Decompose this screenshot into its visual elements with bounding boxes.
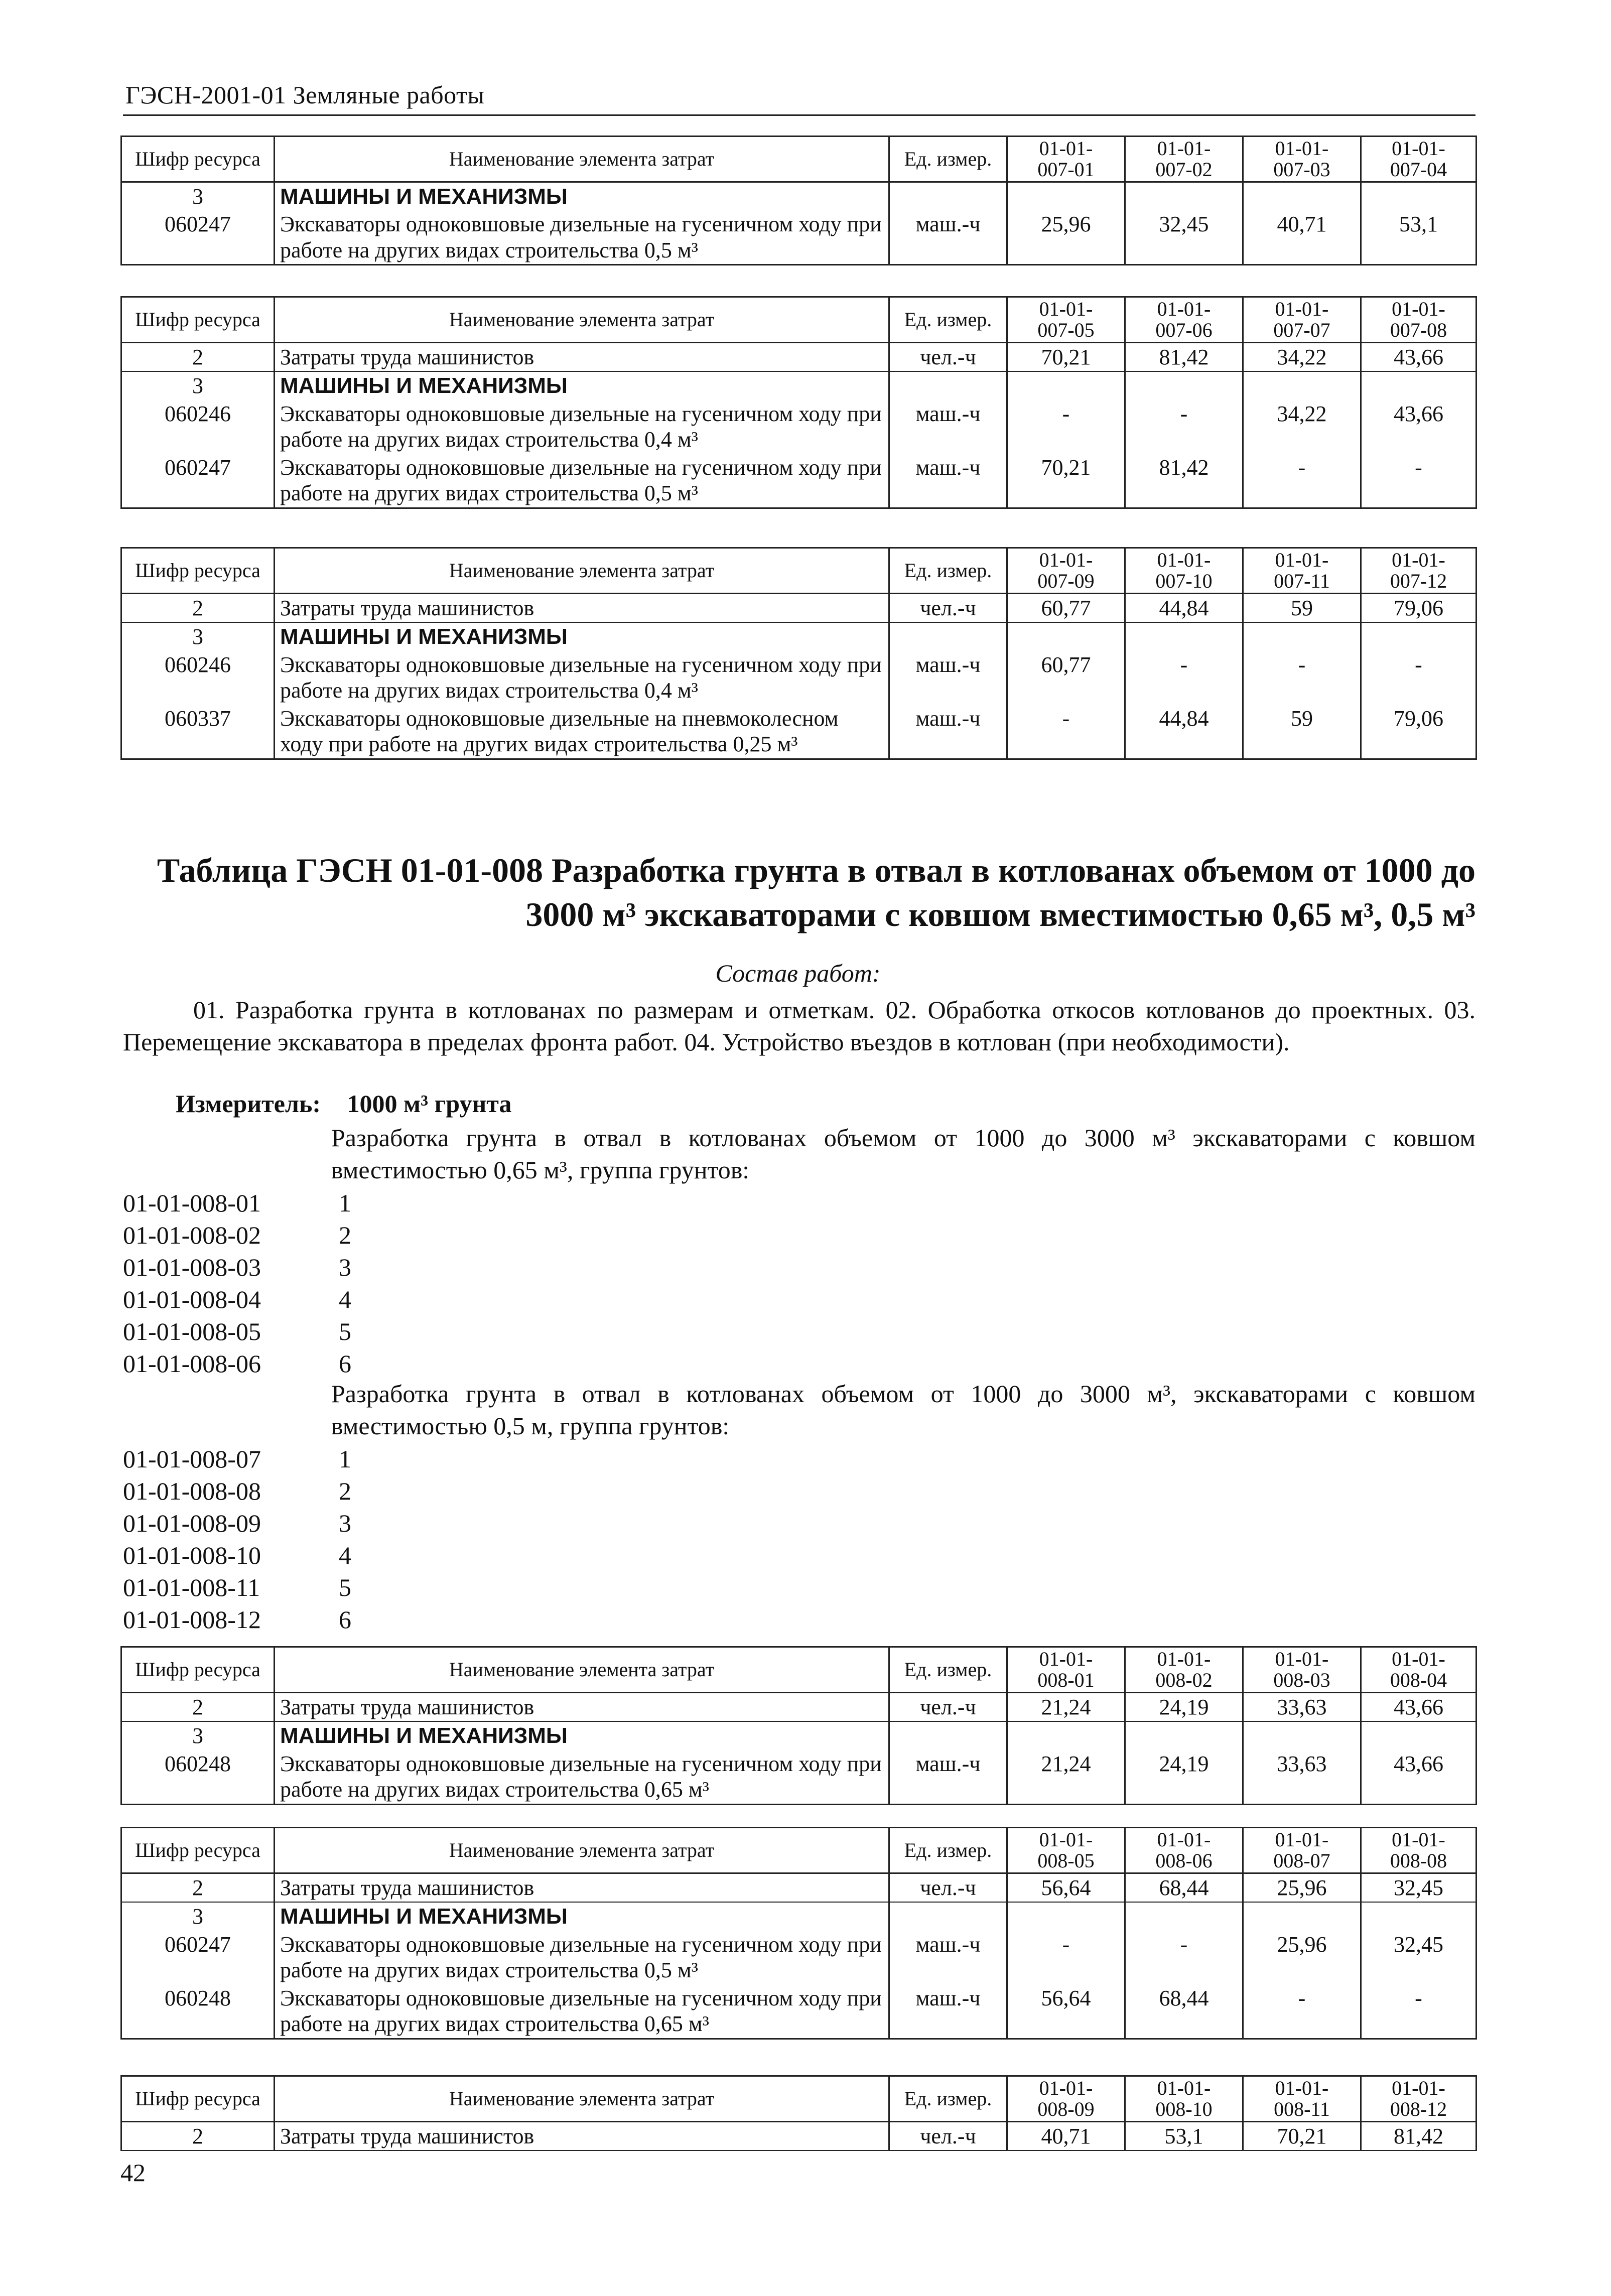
unit: чел.-ч bbox=[889, 1873, 1007, 1903]
norm-code: 01-01-008-05 bbox=[123, 1317, 261, 1345]
norm-value: 68,44 bbox=[1125, 1984, 1243, 2039]
norm-code: 01-01-008-08 bbox=[123, 1477, 261, 1505]
norm-value: 34,22 bbox=[1243, 400, 1361, 454]
norm-value: 21,24 bbox=[1007, 1693, 1125, 1722]
norm-code: 01-01-008-04 bbox=[123, 1285, 261, 1313]
norm-value: 24,19 bbox=[1125, 1750, 1243, 1804]
norm-value: 81,42 bbox=[1125, 343, 1243, 372]
column-header-norm-code: 01-01- 007-01 bbox=[1007, 137, 1125, 182]
norm-code-row bbox=[123, 1443, 351, 1475]
norm-value: - bbox=[1243, 454, 1361, 508]
soil-group-number: 2 bbox=[339, 1477, 351, 1505]
resource-code: 3 bbox=[121, 1902, 275, 1930]
column-header-norm-code: 01-01- 007-09 bbox=[1007, 548, 1125, 594]
cost-element-name: Экскаваторы одноковшовые дизельные на гусеничном ходу при работе на других видах строительства 0,5 м³ bbox=[275, 454, 889, 508]
norm-value bbox=[1125, 622, 1243, 650]
norm-value bbox=[1125, 1721, 1243, 1749]
unit: чел.-ч bbox=[889, 1693, 1007, 1722]
norm-value: 79,06 bbox=[1361, 705, 1476, 759]
measure-label: Измеритель: bbox=[176, 1090, 321, 1118]
column-header-norm-code: 01-01- 007-12 bbox=[1361, 548, 1476, 594]
norm-value bbox=[1361, 1902, 1476, 1930]
group-description: Разработка грунта в отвал в котлованах объемом от 1000 до 3000 м³, экскаваторами с ковшом вместимостью 0,5 м, группа грунтов: bbox=[331, 1380, 1475, 1440]
resource-code: 060248 bbox=[121, 1984, 275, 2039]
measure-value: 1000 м³ грунта bbox=[347, 1090, 512, 1118]
norm-value bbox=[1007, 1721, 1125, 1749]
resource-code: 2 bbox=[121, 1693, 275, 1722]
norm-value bbox=[1361, 1721, 1476, 1749]
table-row bbox=[121, 1931, 1476, 1984]
column-header-norm-code: 01-01- 007-02 bbox=[1125, 137, 1243, 182]
unit: маш.-ч bbox=[889, 400, 1007, 454]
norm-code-row bbox=[123, 1283, 351, 1315]
norm-value: 70,21 bbox=[1243, 2122, 1361, 2151]
soil-group-number: 6 bbox=[339, 1349, 351, 1378]
table-header-row bbox=[121, 137, 1476, 182]
column-header-resource-code: Шифр ресурса bbox=[121, 548, 275, 594]
resource-code: 060247 bbox=[121, 454, 275, 508]
column-header-resource-code: Шифр ресурса bbox=[121, 137, 275, 182]
norm-value: 32,45 bbox=[1125, 210, 1243, 264]
norm-value bbox=[1125, 371, 1243, 399]
column-header-unit: Ед. измер. bbox=[889, 297, 1007, 343]
norm-value bbox=[1243, 1902, 1361, 1930]
norm-value: - bbox=[1125, 651, 1243, 705]
norm-value: 81,42 bbox=[1361, 2122, 1476, 2151]
norm-value: 25,96 bbox=[1243, 1873, 1361, 1903]
norm-value: - bbox=[1361, 651, 1476, 705]
norm-value: 43,66 bbox=[1361, 400, 1476, 454]
norm-value: 81,42 bbox=[1125, 454, 1243, 508]
column-header-norm-code: 01-01- 008-02 bbox=[1125, 1647, 1243, 1693]
norm-code-row bbox=[123, 1507, 351, 1539]
norm-value: 60,77 bbox=[1007, 651, 1125, 705]
norm-value bbox=[1243, 1721, 1361, 1749]
table-header-row bbox=[121, 297, 1476, 343]
table-header-row bbox=[121, 2076, 1476, 2122]
resource-code: 3 bbox=[121, 182, 275, 211]
column-header-norm-code: 01-01- 008-12 bbox=[1361, 2076, 1476, 2122]
resource-code: 060246 bbox=[121, 651, 275, 705]
table-row bbox=[121, 1984, 1476, 2039]
column-header-unit: Ед. измер. bbox=[889, 137, 1007, 182]
cost-element-name: МАШИНЫ И МЕХАНИЗМЫ bbox=[275, 182, 889, 211]
column-header-cost-element: Наименование элемента затрат bbox=[275, 1647, 889, 1693]
labor-row bbox=[121, 1873, 1476, 1903]
norm-value: 32,45 bbox=[1361, 1873, 1476, 1903]
running-header: ГЭСН-2001-01 Земляные работы bbox=[125, 81, 485, 109]
table-row bbox=[121, 705, 1476, 759]
norm-value: 33,63 bbox=[1243, 1693, 1361, 1722]
norm-value: 70,21 bbox=[1007, 454, 1125, 508]
soil-group-number: 3 bbox=[339, 1253, 351, 1281]
soil-group-number: 1 bbox=[339, 1189, 351, 1217]
norm-value: 21,24 bbox=[1007, 1750, 1125, 1804]
norm-value: 56,64 bbox=[1007, 1873, 1125, 1903]
norm-code: 01-01-008-09 bbox=[123, 1509, 261, 1537]
norm-value bbox=[1361, 371, 1476, 399]
norm-value: 56,64 bbox=[1007, 1984, 1125, 2039]
column-header-norm-code: 01-01- 007-06 bbox=[1125, 297, 1243, 343]
soil-group-number: 4 bbox=[339, 1285, 351, 1313]
cost-element-name: Затраты труда машинистов bbox=[275, 2122, 889, 2151]
unit: маш.-ч bbox=[889, 651, 1007, 705]
norm-value: - bbox=[1007, 705, 1125, 759]
norm-value: - bbox=[1007, 1931, 1125, 1984]
section-row bbox=[121, 622, 1476, 650]
norm-code-row bbox=[123, 1219, 351, 1251]
norm-code-row bbox=[123, 1315, 351, 1347]
resource-table bbox=[120, 136, 1477, 265]
column-header-cost-element: Наименование элемента затрат bbox=[275, 297, 889, 343]
table-row bbox=[121, 1750, 1476, 1804]
norm-value bbox=[1361, 182, 1476, 211]
norm-value: 33,63 bbox=[1243, 1750, 1361, 1804]
labor-row bbox=[121, 2122, 1476, 2151]
cost-element-name: МАШИНЫ И МЕХАНИЗМЫ bbox=[275, 1902, 889, 1930]
cost-element-name: Затраты труда машинистов bbox=[275, 1693, 889, 1722]
norm-value: 43,66 bbox=[1361, 1750, 1476, 1804]
norm-value: - bbox=[1125, 1931, 1243, 1984]
soil-group-number: 6 bbox=[339, 1605, 351, 1634]
norm-code-row bbox=[123, 1571, 351, 1603]
norm-value: 25,96 bbox=[1007, 210, 1125, 264]
cost-element-name: Экскаваторы одноковшовые дизельные на гусеничном ходу при работе на других видах строительства 0,4 м³ bbox=[275, 400, 889, 454]
norm-value: 59 bbox=[1243, 705, 1361, 759]
column-header-resource-code: Шифр ресурса bbox=[121, 297, 275, 343]
unit: чел.-ч bbox=[889, 2122, 1007, 2151]
norm-code-row bbox=[123, 1539, 351, 1571]
norm-value: 24,19 bbox=[1125, 1693, 1243, 1722]
column-header-norm-code: 01-01- 008-06 bbox=[1125, 1828, 1243, 1873]
resource-table bbox=[120, 547, 1477, 760]
unit: чел.-ч bbox=[889, 343, 1007, 372]
resource-table bbox=[120, 1827, 1477, 2040]
cost-element-name: МАШИНЫ И МЕХАНИЗМЫ bbox=[275, 622, 889, 650]
column-header-norm-code: 01-01- 008-01 bbox=[1007, 1647, 1125, 1693]
column-header-norm-code: 01-01- 007-11 bbox=[1243, 548, 1361, 594]
table-row bbox=[121, 210, 1476, 264]
unit bbox=[889, 1721, 1007, 1749]
resource-code: 060248 bbox=[121, 1750, 275, 1804]
soil-group-number: 2 bbox=[339, 1221, 351, 1249]
labor-row bbox=[121, 594, 1476, 623]
norm-code-row bbox=[123, 1251, 351, 1283]
table-header-row bbox=[121, 548, 1476, 594]
resource-code: 060247 bbox=[121, 1931, 275, 1984]
column-header-norm-code: 01-01- 007-08 bbox=[1361, 297, 1476, 343]
cost-element-name: Экскаваторы одноковшовые дизельные на гусеничном ходу при работе на других видах строительства 0,5 м³ bbox=[275, 1931, 889, 1984]
norm-code: 01-01-008-10 bbox=[123, 1541, 261, 1569]
norm-value: 43,66 bbox=[1361, 343, 1476, 372]
norm-value bbox=[1125, 1902, 1243, 1930]
table-row bbox=[121, 454, 1476, 508]
column-header-resource-code: Шифр ресурса bbox=[121, 2076, 275, 2122]
section-row bbox=[121, 182, 1476, 211]
resource-code: 2 bbox=[121, 594, 275, 623]
column-header-norm-code: 01-01- 008-07 bbox=[1243, 1828, 1361, 1873]
soil-group-number: 1 bbox=[339, 1445, 351, 1473]
soil-group-number: 4 bbox=[339, 1541, 351, 1569]
column-header-cost-element: Наименование элемента затрат bbox=[275, 1828, 889, 1873]
column-header-norm-code: 01-01- 008-03 bbox=[1243, 1647, 1361, 1693]
norm-code: 01-01-008-11 bbox=[123, 1573, 260, 1601]
table-row bbox=[121, 651, 1476, 705]
column-header-norm-code: 01-01- 007-03 bbox=[1243, 137, 1361, 182]
column-header-norm-code: 01-01- 008-08 bbox=[1361, 1828, 1476, 1873]
norm-value: 32,45 bbox=[1361, 1931, 1476, 1984]
norm-value: 53,1 bbox=[1361, 210, 1476, 264]
norm-code: 01-01-008-12 bbox=[123, 1605, 261, 1634]
unit: маш.-ч bbox=[889, 1750, 1007, 1804]
norm-code-row bbox=[123, 1475, 351, 1507]
resource-code: 060246 bbox=[121, 400, 275, 454]
norm-value: - bbox=[1361, 1984, 1476, 2039]
work-composition-text: 01. Разработка грунта в котлованах по размерам и отметкам. 02. Обработка откосов котлованов до проектных. 03. Перемещение экскаватора в пределах фронта работ. 04. Устройство въездов в котлован (при необходимости). bbox=[123, 996, 1475, 1056]
cost-element-name: Экскаваторы одноковшовые дизельные на пневмоколесном ходу при работе на других видах строительства 0,25 м³ bbox=[275, 705, 889, 759]
soil-group-number: 3 bbox=[339, 1509, 351, 1537]
unit: маш.-ч bbox=[889, 705, 1007, 759]
table-title-line1: Таблица ГЭСН 01-01-008 Разработка грунта в отвал в котлованах объемом от 1000 до bbox=[157, 851, 1475, 889]
column-header-norm-code: 01-01- 008-05 bbox=[1007, 1828, 1125, 1873]
resource-code: 060247 bbox=[121, 210, 275, 264]
cost-element-name: МАШИНЫ И МЕХАНИЗМЫ bbox=[275, 371, 889, 399]
norm-code: 01-01-008-06 bbox=[123, 1349, 261, 1378]
norm-value: 53,1 bbox=[1125, 2122, 1243, 2151]
norm-value: - bbox=[1243, 1984, 1361, 2039]
resource-code: 2 bbox=[121, 1873, 275, 1903]
norm-value bbox=[1007, 1902, 1125, 1930]
norm-value: 40,71 bbox=[1007, 2122, 1125, 2151]
unit: чел.-ч bbox=[889, 594, 1007, 623]
page-number: 42 bbox=[120, 2158, 146, 2187]
norm-code-row bbox=[123, 1347, 351, 1380]
unit: маш.-ч bbox=[889, 454, 1007, 508]
header-rule bbox=[123, 114, 1475, 116]
unit bbox=[889, 622, 1007, 650]
column-header-unit: Ед. измер. bbox=[889, 1647, 1007, 1693]
section-row bbox=[121, 1721, 1476, 1749]
column-header-cost-element: Наименование элемента затрат bbox=[275, 2076, 889, 2122]
norm-code: 01-01-008-01 bbox=[123, 1189, 261, 1217]
column-header-norm-code: 01-01- 008-04 bbox=[1361, 1647, 1476, 1693]
norm-code-list bbox=[123, 1187, 351, 1380]
cost-element-name: Экскаваторы одноковшовые дизельные на гусеничном ходу при работе на других видах строительства 0,65 м³ bbox=[275, 1984, 889, 2039]
column-header-norm-code: 01-01- 007-04 bbox=[1361, 137, 1476, 182]
resource-code: 2 bbox=[121, 343, 275, 372]
norm-value: 34,22 bbox=[1243, 343, 1361, 372]
norm-value: 43,66 bbox=[1361, 1693, 1476, 1722]
norm-value: - bbox=[1243, 651, 1361, 705]
norm-code-row bbox=[123, 1603, 351, 1636]
norm-value: - bbox=[1361, 454, 1476, 508]
norm-value: - bbox=[1125, 400, 1243, 454]
resource-code: 3 bbox=[121, 371, 275, 399]
column-header-unit: Ед. измер. bbox=[889, 1828, 1007, 1873]
section-row bbox=[121, 1902, 1476, 1930]
norm-code: 01-01-008-02 bbox=[123, 1221, 261, 1249]
norm-code-list bbox=[123, 1443, 351, 1636]
cost-element-name: Затраты труда машинистов bbox=[275, 343, 889, 372]
labor-row bbox=[121, 1693, 1476, 1722]
norm-value: 68,44 bbox=[1125, 1873, 1243, 1903]
column-header-cost-element: Наименование элемента затрат bbox=[275, 137, 889, 182]
column-header-unit: Ед. измер. bbox=[889, 548, 1007, 594]
unit: маш.-ч bbox=[889, 1931, 1007, 1984]
resource-code: 060337 bbox=[121, 705, 275, 759]
column-header-cost-element: Наименование элемента затрат bbox=[275, 548, 889, 594]
norm-value bbox=[1361, 622, 1476, 650]
norm-value: 70,21 bbox=[1007, 343, 1125, 372]
measure-unit bbox=[176, 1089, 511, 1118]
cost-element-name: Экскаваторы одноковшовые дизельные на гусеничном ходу при работе на других видах строительства 0,65 м³ bbox=[275, 1750, 889, 1804]
column-header-resource-code: Шифр ресурса bbox=[121, 1647, 275, 1693]
work-composition-heading: Состав работ: bbox=[715, 959, 881, 987]
resource-table bbox=[120, 1646, 1477, 1805]
norm-value bbox=[1243, 622, 1361, 650]
norm-value bbox=[1243, 182, 1361, 211]
soil-group-number: 5 bbox=[339, 1317, 351, 1345]
norm-value: 59 bbox=[1243, 594, 1361, 623]
norm-value bbox=[1243, 371, 1361, 399]
cost-element-name: МАШИНЫ И МЕХАНИЗМЫ bbox=[275, 1721, 889, 1749]
table-row bbox=[121, 400, 1476, 454]
cost-element-name: Экскаваторы одноковшовые дизельные на гусеничном ходу при работе на других видах строительства 0,4 м³ bbox=[275, 651, 889, 705]
norm-value: 79,06 bbox=[1361, 594, 1476, 623]
table-title bbox=[120, 848, 1475, 937]
norm-value: 25,96 bbox=[1243, 1931, 1361, 1984]
unit bbox=[889, 182, 1007, 211]
table-header-row bbox=[121, 1647, 1476, 1693]
soil-group-number: 5 bbox=[339, 1573, 351, 1601]
norm-value bbox=[1007, 622, 1125, 650]
norm-value: 40,71 bbox=[1243, 210, 1361, 264]
section-row bbox=[121, 371, 1476, 399]
norm-code: 01-01-008-03 bbox=[123, 1253, 261, 1281]
cost-element-name: Затраты труда машинистов bbox=[275, 594, 889, 623]
cost-element-name: Экскаваторы одноковшовые дизельные на гусеничном ходу при работе на других видах строительства 0,5 м³ bbox=[275, 210, 889, 264]
column-header-norm-code: 01-01- 008-10 bbox=[1125, 2076, 1243, 2122]
norm-value bbox=[1007, 371, 1125, 399]
table-title-line2: 3000 м³ экскаваторами с ковшом вместимостью 0,65 м³, 0,5 м³ bbox=[525, 895, 1475, 934]
unit bbox=[889, 1902, 1007, 1930]
norm-value: 60,77 bbox=[1007, 594, 1125, 623]
resource-table bbox=[120, 2075, 1477, 2151]
norm-code: 01-01-008-07 bbox=[123, 1445, 261, 1473]
table-header-row bbox=[121, 1828, 1476, 1873]
group-description: Разработка грунта в отвал в котлованах объемом от 1000 до 3000 м³ экскаваторами с ковшом вместимостью 0,65 м³, группа грунтов: bbox=[331, 1124, 1475, 1184]
norm-value: - bbox=[1007, 400, 1125, 454]
unit bbox=[889, 371, 1007, 399]
column-header-norm-code: 01-01- 008-11 bbox=[1243, 2076, 1361, 2122]
unit: маш.-ч bbox=[889, 210, 1007, 264]
column-header-unit: Ед. измер. bbox=[889, 2076, 1007, 2122]
norm-value bbox=[1007, 182, 1125, 211]
resource-table bbox=[120, 296, 1477, 509]
labor-row bbox=[121, 343, 1476, 372]
resource-code: 3 bbox=[121, 1721, 275, 1749]
column-header-norm-code: 01-01- 008-09 bbox=[1007, 2076, 1125, 2122]
cost-element-name: Затраты труда машинистов bbox=[275, 1873, 889, 1903]
norm-value: 44,84 bbox=[1125, 705, 1243, 759]
norm-code-row bbox=[123, 1187, 351, 1219]
column-header-resource-code: Шифр ресурса bbox=[121, 1828, 275, 1873]
unit: маш.-ч bbox=[889, 1984, 1007, 2039]
column-header-norm-code: 01-01- 007-10 bbox=[1125, 548, 1243, 594]
norm-value: 44,84 bbox=[1125, 594, 1243, 623]
column-header-norm-code: 01-01- 007-05 bbox=[1007, 297, 1125, 343]
norm-value bbox=[1125, 182, 1243, 211]
resource-code: 2 bbox=[121, 2122, 275, 2151]
resource-code: 3 bbox=[121, 622, 275, 650]
column-header-norm-code: 01-01- 007-07 bbox=[1243, 297, 1361, 343]
